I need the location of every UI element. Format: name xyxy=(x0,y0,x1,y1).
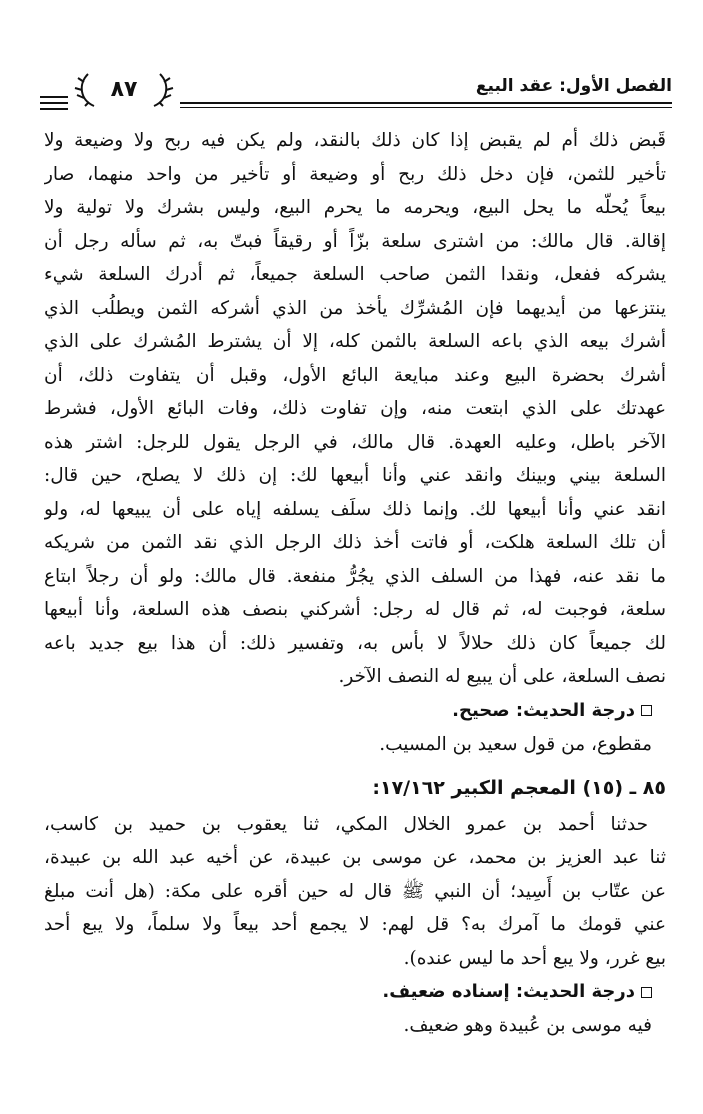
square-bullet-icon xyxy=(641,705,652,716)
left-ornament-rule xyxy=(40,96,68,98)
text-line: أن تلك السلعة هلكت، أو فاتت أخذ ذلك الرجل الذي نقد الثمن من شريكه xyxy=(44,532,666,553)
header-rule xyxy=(180,102,672,104)
text-line: نصف السلعة، على أن يبيع له النصف الآخر. xyxy=(338,666,666,687)
text-line: ما نقد عنه، فهذا من السلف الذي يجُرُّ منفعة. قال مالك: ولو أن رجلاً ابتاع xyxy=(44,565,666,587)
text-line: بيع غرر، ولا يبع أحد ما ليس عنده). xyxy=(403,947,666,969)
left-ornament-rule xyxy=(40,108,68,110)
grade-note-2: فيه موسى بن عُبيدة وهو ضعيف. xyxy=(403,1015,652,1036)
page-number: ٨٧ xyxy=(110,77,138,102)
text-line: قَبض ذلك أم لم يقبض إذا كان ذلك بالنقد، ولم يكن فيه ربح ولا وضيعة ولا xyxy=(44,130,666,151)
text-line: عهدتك على الذي ابتعت منه، وإن تفاوت ذلك، وفات البائع الأول، فشرط xyxy=(44,398,666,419)
text-line: سلعة، فوجبت له، ثم قال له رجل: أشركني بنصف هذه السلعة، وأنا أبيعها xyxy=(44,599,666,620)
text-line: إقالة. قال مالك: من اشترى سلعة بزّاً أو رقيقاً فبتّ به، ثم سأله رجل أن xyxy=(44,230,666,252)
text-line: الآخر باطل، وعليه العهدة. قال مالك، في الرجل يقول للرجل: اشتر هذه xyxy=(44,431,666,453)
page-header xyxy=(40,62,672,114)
text-line: لك جميعاً كان ذلك حلالاً لا بأس به، وتفسير ذلك: أن هذا بيع جديد باعه xyxy=(44,632,666,654)
chapter-title: الفصل الأول: عقد البيع xyxy=(475,76,672,96)
page-number-frame xyxy=(72,70,176,110)
page-body xyxy=(44,124,666,1043)
text-line: ثنا عبد العزيز بن محمد، عن موسى بن عبيدة، عن أخيه عبد الله بن عبيدة، xyxy=(44,847,666,868)
text-line: عن عتّاب بن أَسِيد؛ أن النبي ﷺ قال له حين أقره على مكة: (هل أنت مبلغ xyxy=(44,880,666,902)
grade-label: درجة الحديث: صحيح. xyxy=(452,699,635,721)
text-line: عني قومك ما آمرك به؟ قل لهم: لا يجمع أحد بيعاً ولا سلماً، ولا يبع أحد xyxy=(44,914,666,935)
hadith-heading: ٨٥ ـ (١٥) المعجم الكبير ١٧/١٦٢: xyxy=(372,776,666,799)
hadith-text xyxy=(44,808,666,976)
text-line: يشركه ففعل، ونقدا الثمن صاحب السلعة جميعاً، ثم أدرك السلعة شيء xyxy=(44,264,666,285)
grade-note-1: مقطوع، من قول سعيد بن المسيب. xyxy=(379,733,652,755)
text-line: بيعاً يُحلّه ما يحل البيع، ويحرمه ما يحرم البيع، وليس بشرك ولا تولية ولا xyxy=(44,197,666,218)
left-ornament-rule xyxy=(40,102,68,104)
hadith-grade-1 xyxy=(44,694,666,728)
square-bullet-icon xyxy=(641,987,652,998)
hadith-grade-2 xyxy=(44,975,666,1009)
text-line: أشرك بيعه الذي باعه السلعة بالثمن كله، إلا أن يشترط المُشرك على الذي xyxy=(44,331,666,352)
text-line: حدثنا أحمد بن عمرو الخلال المكي، ثنا يعقوب بن حميد بن كاسب، xyxy=(44,813,648,835)
text-line: ينتزعها من أيديهما فإن المُشرِّك يأخذ من الذي أشركه الثمن ويطلُب الذي xyxy=(44,297,666,319)
text-line: انقد عني وأنا أبيعها لك. وإنما ذلك سلَف يسلفه إياه على أن يبيعها له، ولو xyxy=(44,498,666,520)
main-paragraph xyxy=(44,124,666,694)
header-rule-thin xyxy=(180,107,672,108)
text-line: أشرك بحضرة البيع وعند مبايعة البائع الأول، وقبل أن يتفاوت ذلك، أن xyxy=(44,364,666,386)
text-line: تأخير للثمن، فإن دخل ذلك ربح أو وضيعة أو تأخير من واحد منهما، صار xyxy=(44,163,666,185)
grade-label: درجة الحديث: إسناده ضعيف. xyxy=(382,981,635,1002)
text-line: السلعة بيني وبينك وانقد عني وأنا أبيعها لك: إن ذلك لا يصلح، حين قال: xyxy=(44,465,666,486)
